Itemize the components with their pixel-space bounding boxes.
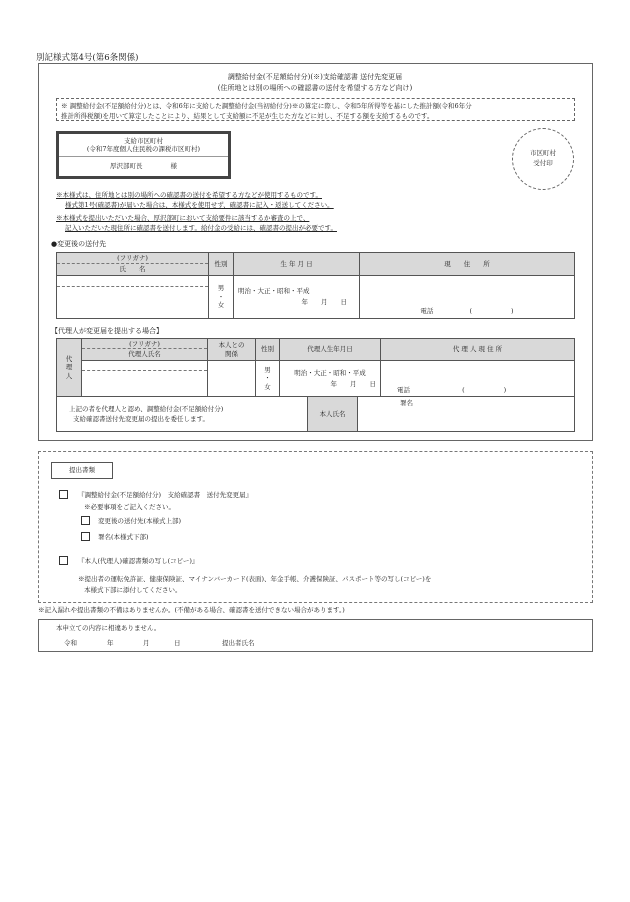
form-number: 別記様式第4号(第6条関係) xyxy=(36,53,139,63)
destination-table xyxy=(56,252,575,319)
rule-1b: 様式第1号(確認書)が届いた場合は、本様式を使用せず、確認書に記入・返送してください。 xyxy=(65,201,334,210)
address-field[interactable] xyxy=(360,276,575,319)
note-line-1: ※ 調整給付金(不足額給付分)とは、令和6年に支給した調整給付金(当初給付分)※の算定に際し、令和5年所得等を基にした推計額(令和6年分 xyxy=(61,102,472,110)
sub2-label: 署名(本様式下部) xyxy=(98,533,149,541)
principal-name-label: 本人氏名 xyxy=(308,397,358,432)
agent-gender-label: 性別 xyxy=(256,339,280,361)
year-label: 年 xyxy=(107,639,114,647)
item2-label: 『本人(代理人)確認書類の写し(コピー)』 xyxy=(78,557,199,565)
stamp-line-2: 受付印 xyxy=(533,158,553,167)
recipient-line-1: 支給市区町村 xyxy=(124,137,163,145)
agent-furigana-input[interactable] xyxy=(82,361,207,371)
agent-dob-ymd: 年 月 日 xyxy=(330,379,376,388)
item1-label: 『調整給付金(不足額給付分) 支給確認書 送付先変更届』 xyxy=(78,491,253,499)
declaration-text: 本申立ての内容に相違ありません。 xyxy=(56,624,161,632)
gender-dot: ・ xyxy=(217,292,225,301)
note-line-2: 推計所得税額)を用いて算定したことにより、結果として支給額に不足が生じた方などに対し、不足する額を支給するものです。 xyxy=(61,112,434,121)
day-label: 日 xyxy=(174,639,181,647)
signature-label: 署名 xyxy=(400,399,413,407)
dob-label: 生 年 月 日 xyxy=(234,253,360,276)
sub1-label: 変更後の送付先(本様式上部) xyxy=(98,517,182,525)
reception-stamp-area xyxy=(512,128,574,190)
phone-label: 電話 xyxy=(420,306,434,315)
submission-docs-label: 提出書類 xyxy=(51,462,113,479)
recipient-box xyxy=(56,131,231,179)
recipient-name: 厚沢部町長 xyxy=(109,162,143,171)
delegation-line-2: 支給確認書送付先変更届の提出を委任します。 xyxy=(73,415,209,423)
section-2-heading: 【代理人が変更届を提出する場合】 xyxy=(51,327,163,335)
dob-field[interactable] xyxy=(234,276,360,319)
agent-name-field[interactable] xyxy=(82,361,208,397)
address-label: 現 住 所 xyxy=(360,253,575,276)
signature-field[interactable] xyxy=(358,397,575,432)
form-title: 調整給付金(不足額給付分)(※)支給確認書 送付先変更届 xyxy=(227,73,403,81)
female-option[interactable]: 女 xyxy=(217,301,225,310)
gender-field[interactable] xyxy=(209,276,234,319)
section-1-heading: ●変更後の送付先 xyxy=(51,240,107,248)
agent-gender-field[interactable] xyxy=(256,361,280,397)
agent-female-option[interactable]: 女 xyxy=(264,382,271,391)
agent-side-label xyxy=(57,339,82,397)
name-label: 氏 名 xyxy=(119,265,146,273)
delegation-text xyxy=(57,397,308,432)
delegation-line-1: 上記の者を代理人と認め、調整給付金(不足額給付分) xyxy=(69,404,224,413)
relation-label-1: 本人との xyxy=(218,341,245,350)
recipient-line-2: (令和7年度個人住民税の課税市区町村) xyxy=(86,145,201,154)
rule-1a: ※本様式は、住所地とは別の場所への確認書の送付を希望する方などが使用するものです。 xyxy=(56,191,322,199)
month-label: 月 xyxy=(143,639,150,647)
rule-2 xyxy=(56,213,576,234)
warning-note: ※記入漏れや提出書類の不備はありませんか。(不備がある場合、確認書を送付できない場合があります。) xyxy=(38,606,345,614)
item1-checkbox[interactable] xyxy=(59,490,68,499)
delegation-table xyxy=(56,396,575,432)
agent-gender-dot: ・ xyxy=(264,374,271,383)
submitter-label: 提出者氏名 xyxy=(222,639,255,647)
rule-2a: ※本様式を提出いただいた場合、厚沢部町において支給要件に該当するか審査の上で、 xyxy=(56,214,310,222)
agent-address-label: 代 理 人 現 住 所 xyxy=(381,339,575,361)
rule-1 xyxy=(56,190,576,211)
relation-field[interactable] xyxy=(208,361,256,397)
furigana-input[interactable] xyxy=(57,276,208,287)
item1-note: ※必要事項をご記入ください。 xyxy=(84,503,175,511)
form-subtitle: (住所地とは別の場所への確認書の送付を希望する方など向け) xyxy=(217,84,413,92)
sub2-checkbox[interactable] xyxy=(81,532,90,541)
stamp-line-1: 市区町村 xyxy=(530,149,556,157)
gender-label: 性別 xyxy=(209,253,234,276)
recipient-suffix: 様 xyxy=(170,162,178,171)
item2-checkbox[interactable] xyxy=(59,556,68,565)
agent-era-options[interactable]: 明治・大正・昭和・平成 xyxy=(294,369,366,378)
rule-2b: 記入いただいた現住所に確認書を送付します。給付金の受給には、確認書の提出が必要です。 xyxy=(65,224,337,233)
agent-dob-label: 代理人生年月日 xyxy=(280,339,381,361)
agent-name-label: 代理人氏名 xyxy=(128,350,161,358)
agent-furigana-label: (フリガナ) xyxy=(82,339,207,349)
furigana-label: (フリガナ) xyxy=(57,253,208,264)
era-options[interactable]: 明治・大正・昭和・平成 xyxy=(238,286,310,295)
definition-note xyxy=(56,98,575,121)
id-note-a: ※提出者の運転免許証、健康保険証、マイナンバーカード(表面)、年金手帳、介護保険証、パスポート等の写し(コピー)を xyxy=(78,575,432,583)
name-field[interactable] xyxy=(57,276,209,319)
reiwa-label: 令和 xyxy=(64,639,77,647)
relation-label-2: 関係 xyxy=(225,349,238,358)
agent-table xyxy=(56,338,575,397)
agent-dob-field[interactable] xyxy=(280,361,381,397)
sub1-checkbox[interactable] xyxy=(81,516,90,525)
agent-male-option[interactable]: 男 xyxy=(264,366,271,375)
dob-ymd: 年 月 日 xyxy=(301,298,347,306)
phone-paren[interactable]: ( ) xyxy=(469,306,514,315)
agent-address-field[interactable] xyxy=(381,361,575,397)
agent-label-text: 代理人 xyxy=(65,354,73,380)
agent-phone-paren[interactable]: ( ) xyxy=(462,385,507,394)
id-note-b: 本様式下部に添付してください。 xyxy=(84,586,182,594)
agent-phone-label: 電話 xyxy=(397,385,410,394)
male-option[interactable]: 男 xyxy=(217,284,225,293)
